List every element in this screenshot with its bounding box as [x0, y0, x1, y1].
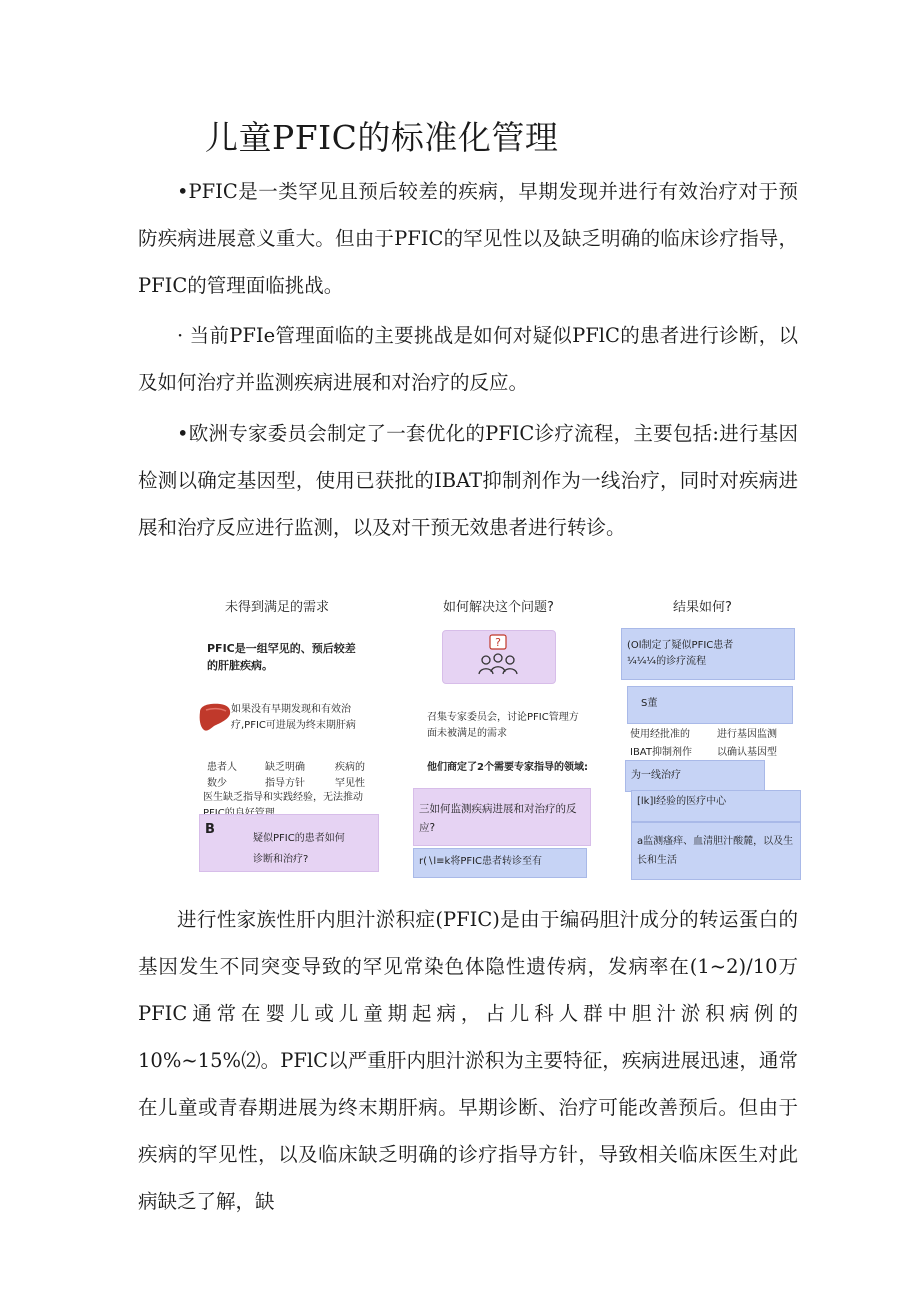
col2-convene-text: 召集专家委员会，讨论PFIC管理方 面未被满足的需求	[427, 712, 579, 739]
page-title: 儿童PFIC的标准化管理	[205, 118, 559, 157]
stat-rarity: 疾病的 罕见性	[335, 762, 365, 789]
col3-s-text: S董	[641, 698, 658, 709]
paragraph-protocol: •欧洲专家委员会制定了一套优化的PFIC诊疗流程，主要包括:进行基因检测以确定基因型，使用已获批的IBAT抑制剂作为一线治疗，同时对疾病进展和治疗反应进行监测，以及对干预无效患者进行转诊。	[138, 422, 798, 539]
col3-center-text: [lk]l经验的医疗中心	[637, 796, 727, 807]
col3-firstline-text: 为一线治疗	[631, 770, 681, 781]
col1-header: 未得到满足的需求	[225, 600, 330, 615]
col1-liver-text: 如果没有早期发现和有效治 疗,PFIC可进展为终末期肝病	[231, 704, 356, 731]
col3-header: 结果如何?	[673, 600, 732, 615]
col1-doctor-text: 医生缺乏指导和实践经验，无法推动	[203, 792, 363, 803]
expert-meeting-icon	[478, 634, 518, 678]
col2-header: 如何解决这个问题?	[443, 600, 554, 615]
col3-monitor-text: a监测瘙痒、血清胆汁酸麓，以及生 长和生活	[637, 836, 794, 866]
paragraph-challenge: · 当前PFIe管理面临的主要挑战是如何对疑似PFlC的患者进行诊断，以及如何治疗并监测疾病进展和对治疗的反应。	[138, 324, 798, 394]
col3-ibat-text: 使用经批准的 IBAT抑制剂作	[630, 729, 692, 758]
col3-protocol-text: (Ol制定了疑似PFIC患者 ¼¼¼的诊疗流程	[627, 640, 734, 667]
liver-icon	[198, 702, 232, 734]
pfic-infographic	[195, 590, 807, 882]
paragraph-overview: •PFIC是一类罕见且预后较差的疾病，早期发现并进行有效治疗对于预防疾病进展意义重大。但由于PFIC的罕见性以及缺乏明确的临床诊疗指导，PFIC的管理面临挑战。	[138, 180, 798, 297]
stat-guidance: 缺乏明确 指导方针	[265, 762, 305, 789]
svg-text:?: ?	[495, 636, 501, 649]
col2-refer-text: r(∖l≡k将PFIC患者转诊至有	[419, 856, 543, 867]
col1-box-letter: B	[205, 822, 215, 837]
col3-gene-text: 进行基因监测 以确认基因型	[717, 729, 777, 758]
paragraph-pfic-definition: 进行性家族性肝内胆汁淤积症(PFIC)是由于编码胆汁成分的转运蛋白的基因发生不同突变导致的罕见常染色体隐性遗传病，发病率在(1~2)/10万PFIC通常在婴儿或儿童期起病，占儿科人群中胆汁淤积病例的10%~15%⑵。PFlC以严重肝内胆汁淤积为主要特征，疾病进展迅速，通常在儿童或青春期进展为终末期肝病。早期诊断、治疗可能改善预后。但由于疾病的罕见性，以及临床缺乏明确的诊疗指导方针，导致相关临床医生对此病缺乏了解，缺	[138, 908, 798, 1213]
col1-intro: PFIC是一组罕见的、预后较差 的肝脏疾病。	[207, 642, 356, 672]
col1-box-text: 疑似PFIC的患者如何 诊断和治疗?	[253, 833, 345, 865]
col2-agreed-text: 他们商定了2个需要专家指导的领域:	[427, 762, 588, 773]
stat-patients: 患者人 数少	[207, 762, 237, 789]
col2-monitor-text: 三如何监测疾病进展和对治疗的反 应?	[419, 803, 577, 834]
